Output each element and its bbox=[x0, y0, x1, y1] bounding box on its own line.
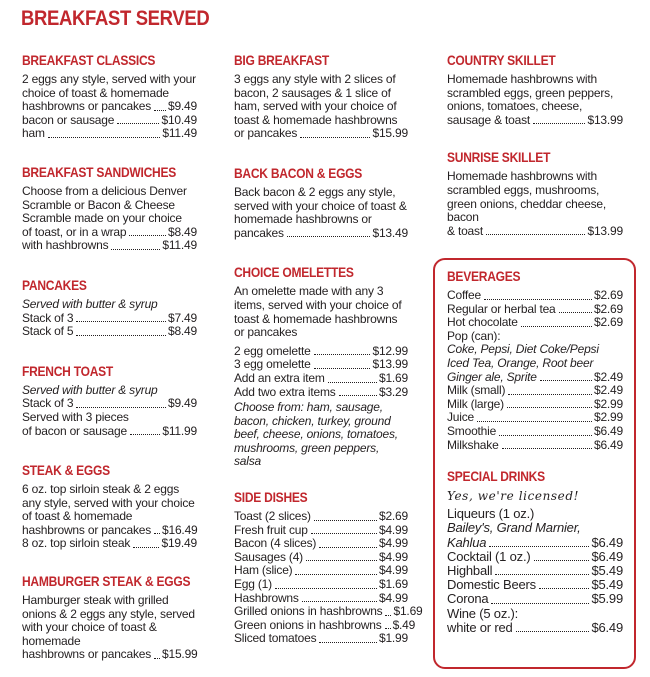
wine-label bbox=[447, 607, 623, 621]
section-title: SPECIAL DRINKS bbox=[447, 468, 545, 485]
menu-item bbox=[234, 578, 408, 592]
menu-item bbox=[22, 127, 197, 141]
section-title: CHOICE OMELETTES bbox=[234, 264, 354, 281]
item-price: $6.49 bbox=[591, 619, 623, 635]
dot-leader bbox=[129, 235, 166, 236]
section-title: BIG BREAKFAST bbox=[234, 52, 329, 68]
dot-leader bbox=[117, 123, 159, 124]
menu-item bbox=[234, 358, 408, 372]
menu-item bbox=[234, 537, 408, 551]
menu-item bbox=[447, 114, 623, 128]
item-label: of toast, or in a wrap bbox=[22, 224, 127, 239]
menu-item bbox=[447, 439, 623, 453]
dot-leader bbox=[319, 642, 377, 643]
item-price: $13.99 bbox=[372, 357, 408, 372]
menu-item bbox=[22, 312, 197, 326]
licensed-tagline: Yes, we're licensed! bbox=[447, 489, 580, 504]
dot-leader bbox=[76, 407, 166, 408]
item-note: Choose from: ham, sausage, bacon, chicken, turkey, ground beef, cheese, onions, tomatoes, mushrooms, green peppers, salsa bbox=[234, 400, 398, 469]
menu-item bbox=[22, 114, 197, 128]
item-label: Highball bbox=[447, 562, 493, 578]
item-label: Coffee bbox=[447, 288, 481, 302]
dot-leader bbox=[314, 354, 371, 355]
item-price: $6.49 bbox=[593, 437, 623, 452]
section-side-dishes bbox=[234, 489, 423, 646]
item-price: $7.49 bbox=[167, 310, 197, 325]
item-label: or pancakes bbox=[234, 126, 298, 141]
item-label: hashbrowns or pancakes bbox=[22, 99, 152, 114]
item-label: Stack of 3 bbox=[22, 396, 74, 411]
item-label: Toast (2 slices) bbox=[234, 509, 311, 524]
dot-leader bbox=[311, 533, 377, 534]
section-title: FRENCH TOAST bbox=[22, 362, 113, 379]
dot-leader bbox=[76, 321, 166, 322]
dot-leader bbox=[559, 312, 592, 313]
item-description: Back bacon & 2 eggs any style, served with your choice of toast & homemade hashbrowns or bbox=[234, 184, 407, 227]
item-price: $8.49 bbox=[167, 224, 197, 239]
menu-item bbox=[22, 239, 197, 253]
item-price: $2.69 bbox=[593, 315, 623, 330]
menu-item bbox=[22, 100, 197, 114]
pop-flavours: Coke, Pepsi, Diet Coke/Pepsi Iced Tea, Orange, Root beer bbox=[447, 342, 599, 370]
menu-column-3 bbox=[447, 52, 623, 258]
item-description: Homemade hashbrowns with scrambled eggs, mushrooms, green onions, cheddar cheese, bacon bbox=[447, 169, 606, 225]
menu-item bbox=[234, 551, 408, 565]
item-note: Served with butter & syrup bbox=[22, 296, 158, 311]
dot-leader bbox=[48, 137, 161, 138]
item-price: $2.49 bbox=[593, 369, 623, 384]
menu-item bbox=[447, 578, 623, 592]
item-label: Fresh fruit cup bbox=[234, 522, 308, 537]
menu-item bbox=[234, 592, 408, 606]
menu-item bbox=[447, 398, 623, 412]
item-price: $1.69 bbox=[393, 604, 423, 619]
dot-leader bbox=[154, 110, 166, 111]
item-price: $5.49 bbox=[591, 577, 623, 593]
item-note: Served with butter & syrup bbox=[22, 382, 158, 397]
item-label: Ham (slice) bbox=[234, 563, 293, 578]
menu-item bbox=[447, 425, 623, 439]
item-label: Milkshake bbox=[447, 437, 499, 452]
item-price: $5.49 bbox=[591, 562, 623, 578]
item-label: Ginger ale, Sprite bbox=[447, 369, 537, 384]
dot-leader bbox=[287, 236, 371, 237]
menu-item bbox=[22, 537, 197, 551]
pop-label: Pop (can): bbox=[447, 328, 501, 343]
menu-item bbox=[234, 227, 408, 241]
item-price: $6.49 bbox=[591, 534, 623, 550]
dot-leader bbox=[306, 560, 377, 561]
item-label: Regular or herbal tea bbox=[447, 301, 556, 316]
item-label: Hot chocolate bbox=[447, 315, 518, 330]
section-french-toast bbox=[22, 363, 197, 438]
item-price: $8.49 bbox=[167, 324, 197, 339]
dot-leader bbox=[314, 520, 377, 521]
menu-column-2 bbox=[234, 52, 423, 666]
dot-leader bbox=[486, 234, 586, 235]
menu-item bbox=[447, 289, 623, 303]
page-title: BREAKFAST SERVED bbox=[21, 6, 210, 30]
item-price: $13.99 bbox=[587, 223, 623, 238]
dot-leader bbox=[521, 326, 592, 327]
dot-leader bbox=[319, 547, 377, 548]
dot-leader bbox=[314, 368, 371, 369]
dot-leader bbox=[275, 588, 377, 589]
section-title: STEAK & EGGS bbox=[22, 462, 110, 479]
item-price: $10.49 bbox=[161, 112, 197, 127]
menu-column-1 bbox=[22, 52, 197, 677]
menu-item bbox=[22, 325, 197, 339]
item-description: 3 eggs any style with 2 slices of bacon, 2 sausages & 1 slice of ham, served with your choice of toast & homemade hashbrowns bbox=[234, 72, 398, 127]
dot-leader bbox=[491, 603, 589, 604]
dot-leader bbox=[328, 382, 377, 383]
menu-item bbox=[447, 550, 623, 564]
section-title: COUNTRY SKILLET bbox=[447, 52, 556, 68]
item-price: $11.99 bbox=[162, 423, 197, 438]
item-price: $6.49 bbox=[591, 548, 623, 564]
menu-item bbox=[22, 226, 197, 240]
beverages-panel bbox=[447, 268, 623, 655]
section-back-bacon bbox=[234, 165, 408, 240]
section-title: HAMBURGER STEAK & EGGS bbox=[22, 573, 191, 590]
item-label: white or red bbox=[447, 619, 513, 635]
item-label: Hashbrowns bbox=[234, 590, 299, 605]
dot-leader bbox=[385, 615, 391, 616]
menu-item bbox=[234, 564, 408, 578]
dot-leader bbox=[489, 546, 589, 547]
item-price: $2.49 bbox=[593, 383, 623, 398]
item-label: & toast bbox=[447, 223, 483, 238]
section-country-skillet bbox=[447, 52, 623, 127]
liqueurs-label bbox=[447, 507, 623, 521]
section-title: BREAKFAST CLASSICS bbox=[22, 52, 156, 68]
item-description: Choose from a delicious Denver Scramble or Bacon & Cheese Scramble made on your choice bbox=[22, 183, 187, 226]
item-label: Corona bbox=[447, 591, 489, 607]
dot-leader bbox=[339, 395, 377, 396]
section-big-breakfast bbox=[234, 52, 408, 141]
dot-leader bbox=[76, 335, 166, 336]
item-label: of bacon or sausage bbox=[22, 423, 127, 438]
item-label: pancakes bbox=[234, 225, 284, 240]
dot-leader bbox=[300, 137, 370, 138]
item-price: $16.49 bbox=[162, 522, 198, 537]
dot-leader bbox=[385, 628, 391, 629]
item-label: ham bbox=[22, 126, 45, 141]
section-choice-omelettes bbox=[234, 264, 408, 469]
dot-leader bbox=[507, 407, 592, 408]
menu-item bbox=[447, 303, 623, 317]
item-price: $4.99 bbox=[378, 563, 408, 578]
section-breakfast-classics bbox=[22, 52, 197, 141]
item-label: Milk (small) bbox=[447, 383, 506, 398]
item-label: Cocktail (1 oz.) bbox=[447, 548, 531, 564]
section-sunrise-skillet bbox=[447, 149, 623, 238]
item-label: with hashbrowns bbox=[22, 238, 109, 253]
menu-item bbox=[447, 564, 623, 578]
section-title: SUNRISE SKILLET bbox=[447, 149, 551, 166]
item-label: Kahlua bbox=[447, 534, 487, 550]
dot-leader bbox=[495, 574, 589, 575]
item-label: Juice bbox=[447, 410, 475, 425]
item-price: $13.49 bbox=[372, 225, 408, 240]
item-price: $1.99 bbox=[378, 631, 408, 646]
item-description: Served with 3 pieces bbox=[22, 409, 129, 424]
menu-item bbox=[22, 524, 197, 538]
dot-leader bbox=[295, 574, 377, 575]
dot-leader bbox=[499, 435, 592, 436]
menu-item bbox=[234, 345, 408, 359]
item-label: Stack of 3 bbox=[22, 310, 74, 325]
item-description: Homemade hashbrowns with scrambled eggs, green peppers, onions, tomatoes, cheese, bbox=[447, 72, 614, 114]
menu-item bbox=[234, 604, 423, 619]
item-price: $4.99 bbox=[378, 536, 408, 551]
item-label: Sliced tomatoes bbox=[234, 631, 317, 646]
item-price: $9.49 bbox=[167, 99, 197, 114]
section-breakfast-sandwiches bbox=[22, 164, 197, 253]
item-label: Smoothie bbox=[447, 423, 497, 438]
item-price: $2.99 bbox=[593, 396, 623, 411]
item-price: $2.69 bbox=[593, 301, 623, 316]
item-label: Sausages (4) bbox=[234, 549, 303, 564]
section-title: BACK BACON & EGGS bbox=[234, 164, 363, 181]
menu-item bbox=[234, 386, 408, 400]
item-price: $6.49 bbox=[593, 423, 623, 438]
item-price: $15.99 bbox=[372, 126, 408, 141]
menu-item bbox=[234, 127, 408, 141]
item-price: $4.99 bbox=[378, 590, 408, 605]
item-label: Liqueurs (1 oz.) bbox=[447, 506, 535, 522]
item-label: Egg (1) bbox=[234, 577, 272, 592]
dot-leader bbox=[540, 380, 592, 381]
item-label: Milk (large) bbox=[447, 396, 504, 411]
section-pancakes bbox=[22, 277, 197, 339]
item-label: hashbrowns or pancakes bbox=[22, 647, 152, 662]
item-price: $9.49 bbox=[167, 396, 197, 411]
dot-leader bbox=[302, 601, 377, 602]
item-label: Grilled onions in hashbrowns bbox=[234, 604, 383, 619]
menu-item bbox=[234, 510, 408, 524]
menu-item bbox=[447, 592, 623, 606]
item-label: 2 egg omelette bbox=[234, 343, 311, 358]
menu-item bbox=[447, 411, 623, 425]
item-label: 3 egg omelette bbox=[234, 357, 311, 372]
item-price: $.49 bbox=[392, 617, 416, 632]
item-price: $1.69 bbox=[378, 577, 408, 592]
item-label: Add two extra items bbox=[234, 384, 336, 399]
dot-leader bbox=[508, 394, 592, 395]
menu-item bbox=[22, 648, 197, 662]
dot-leader bbox=[111, 249, 160, 250]
item-price: $2.69 bbox=[378, 509, 408, 524]
item-label: hashbrowns or pancakes bbox=[22, 522, 152, 537]
menu-item bbox=[234, 617, 416, 633]
menu-item bbox=[22, 425, 197, 439]
menu-item bbox=[447, 621, 623, 635]
liqueurs-options: Bailey's, Grand Marnier, bbox=[447, 520, 581, 536]
item-label: Domestic Beers bbox=[447, 577, 536, 593]
dot-leader bbox=[533, 123, 585, 124]
dot-leader bbox=[154, 658, 160, 659]
dot-leader bbox=[539, 588, 590, 589]
dot-leader bbox=[534, 560, 590, 561]
section-title: PANCAKES bbox=[22, 276, 87, 293]
section-special-drinks bbox=[447, 468, 623, 635]
dot-leader bbox=[477, 421, 592, 422]
menu-item bbox=[234, 372, 408, 386]
section-title: BEVERAGES bbox=[447, 268, 521, 284]
menu-item bbox=[447, 371, 623, 385]
dot-leader bbox=[502, 448, 592, 449]
item-label: Add an extra item bbox=[234, 370, 325, 385]
section-hamburger-steak bbox=[22, 573, 197, 662]
dot-leader bbox=[133, 547, 159, 548]
item-description: 2 eggs any style, served with your choice of toast & homemade bbox=[22, 72, 196, 100]
section-title: BREAKFAST SANDWICHES bbox=[22, 163, 177, 180]
section-title: SIDE DISHES bbox=[234, 489, 308, 506]
item-label: bacon or sausage bbox=[22, 112, 115, 127]
item-description: Hamburger steak with grilled onions & 2 eggs any style, served with your choice of toast & homemade bbox=[22, 593, 195, 648]
item-price: $19.49 bbox=[161, 536, 197, 551]
dot-leader bbox=[154, 533, 160, 534]
item-price: $12.99 bbox=[372, 343, 408, 358]
item-label: Bacon (4 slices) bbox=[234, 536, 317, 551]
dot-leader bbox=[130, 434, 160, 435]
item-label: Stack of 5 bbox=[22, 324, 74, 339]
item-description: An omelette made with any 3 items, served with your choice of toast & homemade hashbrowns or pancakes bbox=[234, 284, 402, 340]
menu-item bbox=[234, 524, 408, 538]
section-steak-eggs bbox=[22, 462, 197, 551]
menu-item bbox=[234, 632, 408, 646]
item-label: Wine (5 oz.): bbox=[447, 605, 519, 621]
item-price: $2.99 bbox=[593, 410, 623, 425]
item-price: $3.29 bbox=[378, 384, 408, 399]
dot-leader bbox=[516, 631, 590, 632]
item-price: $4.99 bbox=[378, 522, 408, 537]
item-price: $11.49 bbox=[162, 126, 197, 141]
section-beverages bbox=[447, 268, 623, 452]
item-price: $11.49 bbox=[162, 238, 197, 253]
menu-item bbox=[447, 536, 623, 550]
item-price: $1.69 bbox=[378, 370, 408, 385]
menu-item bbox=[447, 225, 623, 239]
menu-item bbox=[22, 397, 197, 411]
item-price: $2.69 bbox=[593, 288, 623, 302]
dot-leader bbox=[484, 299, 592, 300]
item-label: sausage & toast bbox=[447, 112, 531, 127]
item-price: $4.99 bbox=[378, 549, 408, 564]
menu-item bbox=[447, 316, 623, 330]
item-label: Green onions in hashbrowns bbox=[234, 617, 382, 632]
item-price: $5.99 bbox=[591, 591, 623, 607]
menu-item bbox=[447, 384, 623, 398]
item-price: $15.99 bbox=[162, 647, 198, 662]
item-label: 8 oz. top sirloin steak bbox=[22, 536, 131, 551]
item-description: 6 oz. top sirloin steak & 2 eggs any style, served with your choice of toast & homemade bbox=[22, 482, 195, 524]
item-price: $13.99 bbox=[587, 112, 623, 127]
